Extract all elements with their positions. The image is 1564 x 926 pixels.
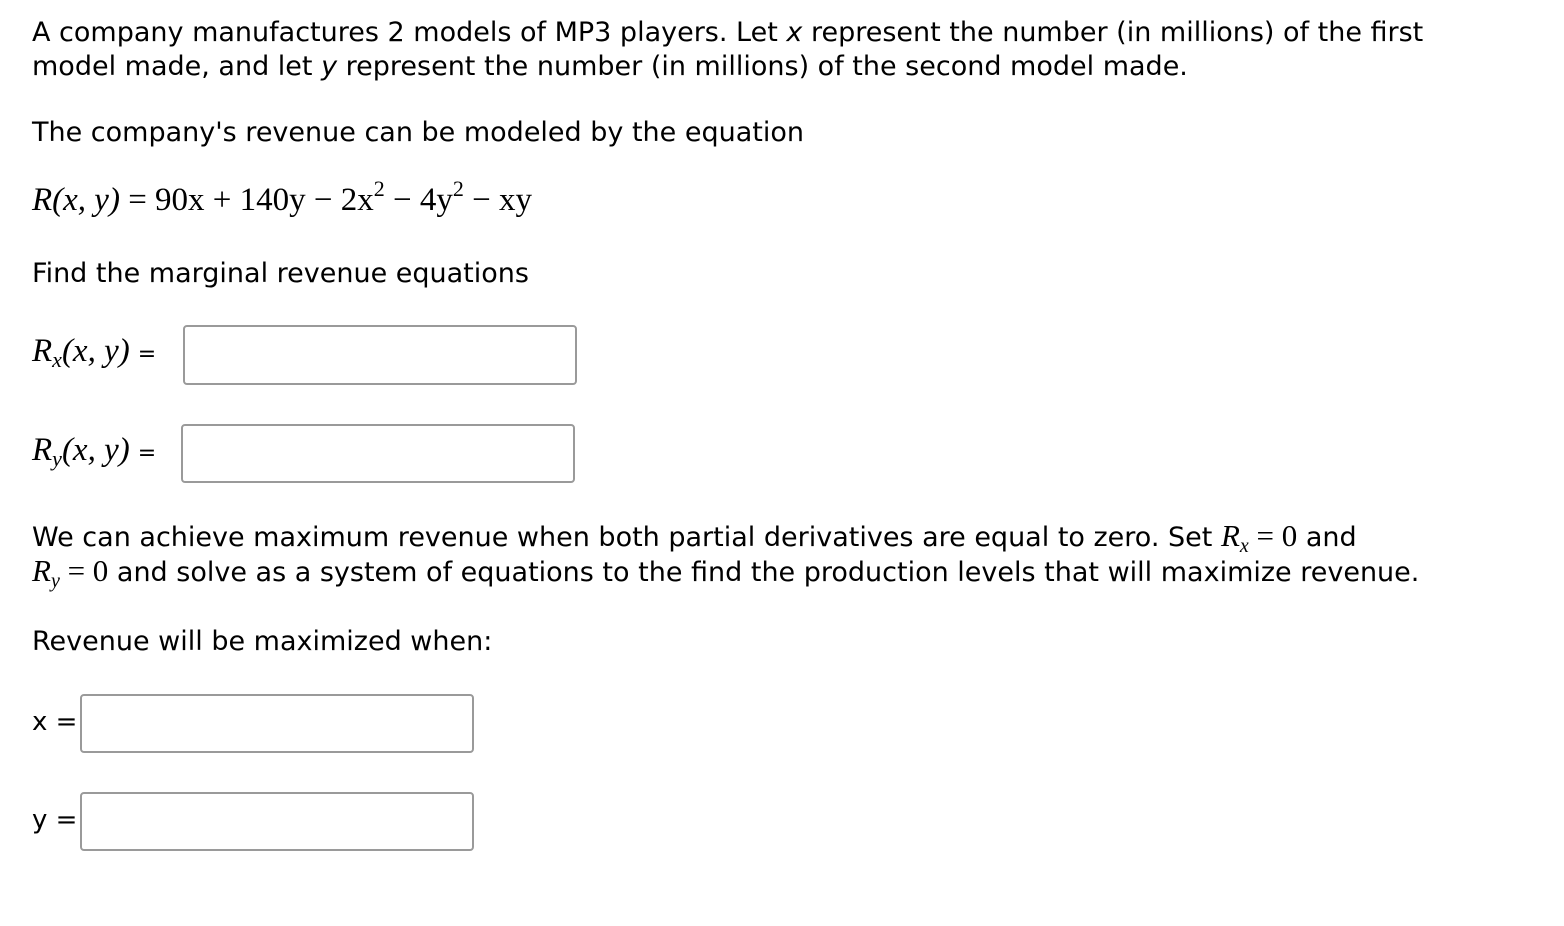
x-answer-input[interactable] — [80, 694, 474, 753]
ry-label-args: (x, y) — [61, 432, 130, 468]
revenue-equation — [32, 176, 533, 219]
maximized-prompt: Revenue will be maximized when: — [32, 626, 493, 657]
instruction-line-1 — [32, 519, 1357, 555]
revenue-equation-rhs-b: − 4y — [384, 182, 453, 218]
rx-label-sub: x — [52, 347, 62, 372]
ry-label — [32, 432, 156, 469]
intro-var-x: x — [786, 17, 803, 48]
y-answer-input[interactable] — [80, 792, 474, 851]
instruction-part-3: and solve as a system of equations to the find the production levels that will maximize revenue. — [108, 557, 1420, 588]
rx-label-main: R — [32, 333, 53, 369]
intro-line-1-part-1: A company manufactures 2 models of MP3 players. Let — [32, 17, 787, 48]
revenue-equation-exp-1: 2 — [373, 176, 385, 201]
instruction-part-2: and — [1297, 522, 1357, 553]
instruction-rx-eq: = 0 — [1248, 518, 1298, 553]
revenue-intro: The company's revenue can be modeled by the equation — [32, 117, 804, 148]
instruction-rx-sub: x — [1239, 535, 1249, 557]
revenue-equation-exp-2: 2 — [452, 176, 464, 201]
intro-line-1-part-2: represent the number (in millions) of the first — [802, 17, 1424, 48]
intro-line-2-part-2: represent the number (in millions) of the second model made. — [337, 51, 1188, 82]
revenue-equation-lhs: R(x, y) — [32, 182, 120, 218]
intro-line-2 — [32, 50, 1188, 84]
rx-label — [32, 333, 156, 370]
rx-label-args: (x, y) — [61, 333, 130, 369]
instruction-ry-eq: = 0 — [59, 553, 109, 588]
intro-line-2-part-1: model made, and let — [32, 51, 322, 82]
revenue-equation-rhs-a: = 90x + 140y − 2x — [119, 182, 374, 218]
instruction-ry-main: R — [32, 553, 51, 588]
intro-var-y: y — [321, 51, 338, 82]
instruction-rx-main: R — [1220, 518, 1240, 553]
ry-label-main: R — [32, 432, 53, 468]
rx-answer-input[interactable] — [183, 325, 577, 385]
x-label: x = — [32, 707, 78, 737]
ry-label-sub: y — [52, 446, 62, 471]
intro-line-1 — [32, 16, 1423, 50]
instruction-rx — [1220, 518, 1298, 557]
y-label: y = — [32, 805, 78, 835]
revenue-equation-rhs-c: − xy — [463, 182, 533, 218]
instruction-part-1: We can achieve maximum revenue when both partial derivatives are equal to zero. Set — [32, 522, 1221, 553]
ry-equals: = — [137, 441, 157, 466]
ry-answer-input[interactable] — [181, 424, 575, 483]
marginal-prompt: Find the marginal revenue equations — [32, 258, 529, 289]
instruction-ry-sub: y — [50, 570, 60, 592]
instruction-ry — [32, 553, 109, 592]
instruction-line-2 — [32, 554, 1419, 590]
rx-equals: = — [137, 342, 157, 367]
